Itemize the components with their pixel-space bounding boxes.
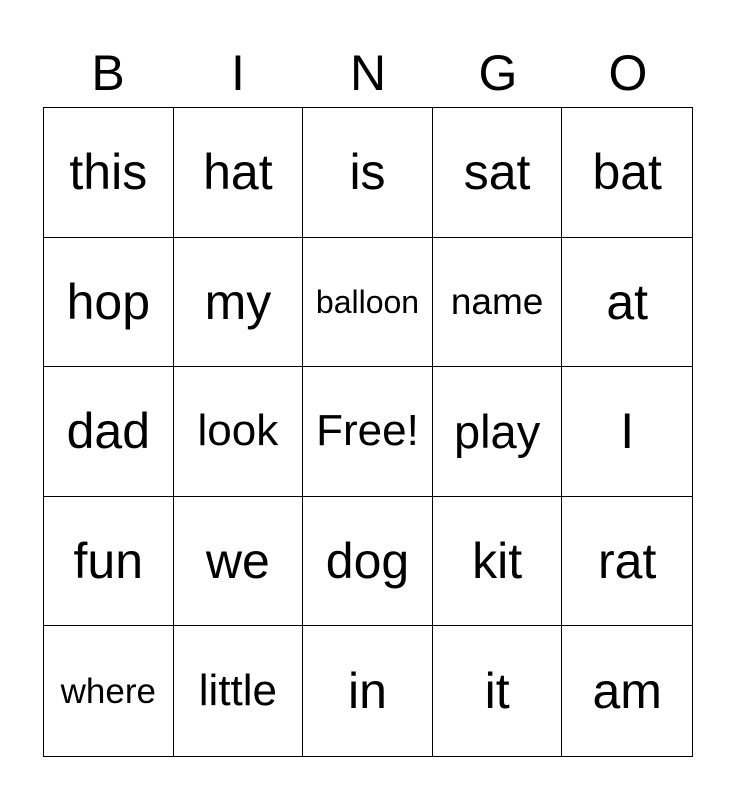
cell-word: we [205, 533, 270, 590]
free-space-label: Free! [316, 406, 419, 456]
bingo-cell[interactable] [44, 108, 174, 238]
cell-word: at [606, 273, 649, 330]
bingo-cell[interactable] [44, 367, 174, 497]
bingo-cell[interactable] [303, 626, 433, 756]
bingo-cell[interactable] [433, 626, 563, 756]
cell-word: it [484, 663, 510, 720]
cell-word: kit [472, 533, 523, 590]
cell-word: rat [598, 533, 657, 590]
bingo-board [43, 107, 693, 757]
header-letter-o: O [608, 45, 648, 101]
bingo-cell[interactable] [174, 108, 304, 238]
bingo-cell[interactable] [44, 238, 174, 368]
header-letter-i: I [231, 45, 245, 101]
bingo-cell[interactable] [433, 108, 563, 238]
header-letter-b: B [91, 45, 125, 101]
bingo-cell[interactable] [303, 108, 433, 238]
bingo-header [43, 42, 693, 104]
cell-word: look [197, 406, 279, 456]
header-letter-n: N [349, 45, 387, 101]
cell-word: name [450, 281, 544, 323]
cell-word: I [620, 403, 635, 460]
cell-word: dad [66, 403, 151, 460]
bingo-cell[interactable] [562, 626, 692, 756]
cell-word: hat [203, 144, 273, 201]
bingo-cell[interactable] [562, 108, 692, 238]
free-space-cell[interactable] [303, 367, 433, 497]
cell-word: dog [325, 533, 410, 590]
cell-word: play [453, 404, 541, 458]
bingo-cell[interactable] [562, 497, 692, 627]
bingo-cell[interactable] [433, 367, 563, 497]
header-letter-g: G [478, 45, 518, 101]
cell-word: this [69, 144, 148, 201]
cell-word: bat [592, 144, 662, 201]
cell-word: sat [463, 144, 531, 201]
bingo-cell[interactable] [174, 367, 304, 497]
bingo-cell[interactable] [562, 367, 692, 497]
cell-word: hop [66, 273, 151, 330]
bingo-cell[interactable] [174, 497, 304, 627]
bingo-cell[interactable] [562, 238, 692, 368]
bingo-cell[interactable] [174, 626, 304, 756]
cell-word: balloon [315, 283, 420, 320]
bingo-cell[interactable] [303, 238, 433, 368]
cell-word: my [204, 273, 272, 330]
cell-word: where [60, 671, 156, 711]
cell-word: am [592, 663, 662, 720]
bingo-cell[interactable] [174, 238, 304, 368]
bingo-cell[interactable] [433, 497, 563, 627]
bingo-cell[interactable] [433, 238, 563, 368]
bingo-cell[interactable] [44, 497, 174, 627]
cell-word: in [348, 663, 387, 720]
cell-word: fun [73, 533, 144, 590]
bingo-cell[interactable] [44, 626, 174, 756]
cell-word: little [198, 666, 278, 716]
cell-word: is [349, 144, 386, 201]
bingo-cell[interactable] [303, 497, 433, 627]
